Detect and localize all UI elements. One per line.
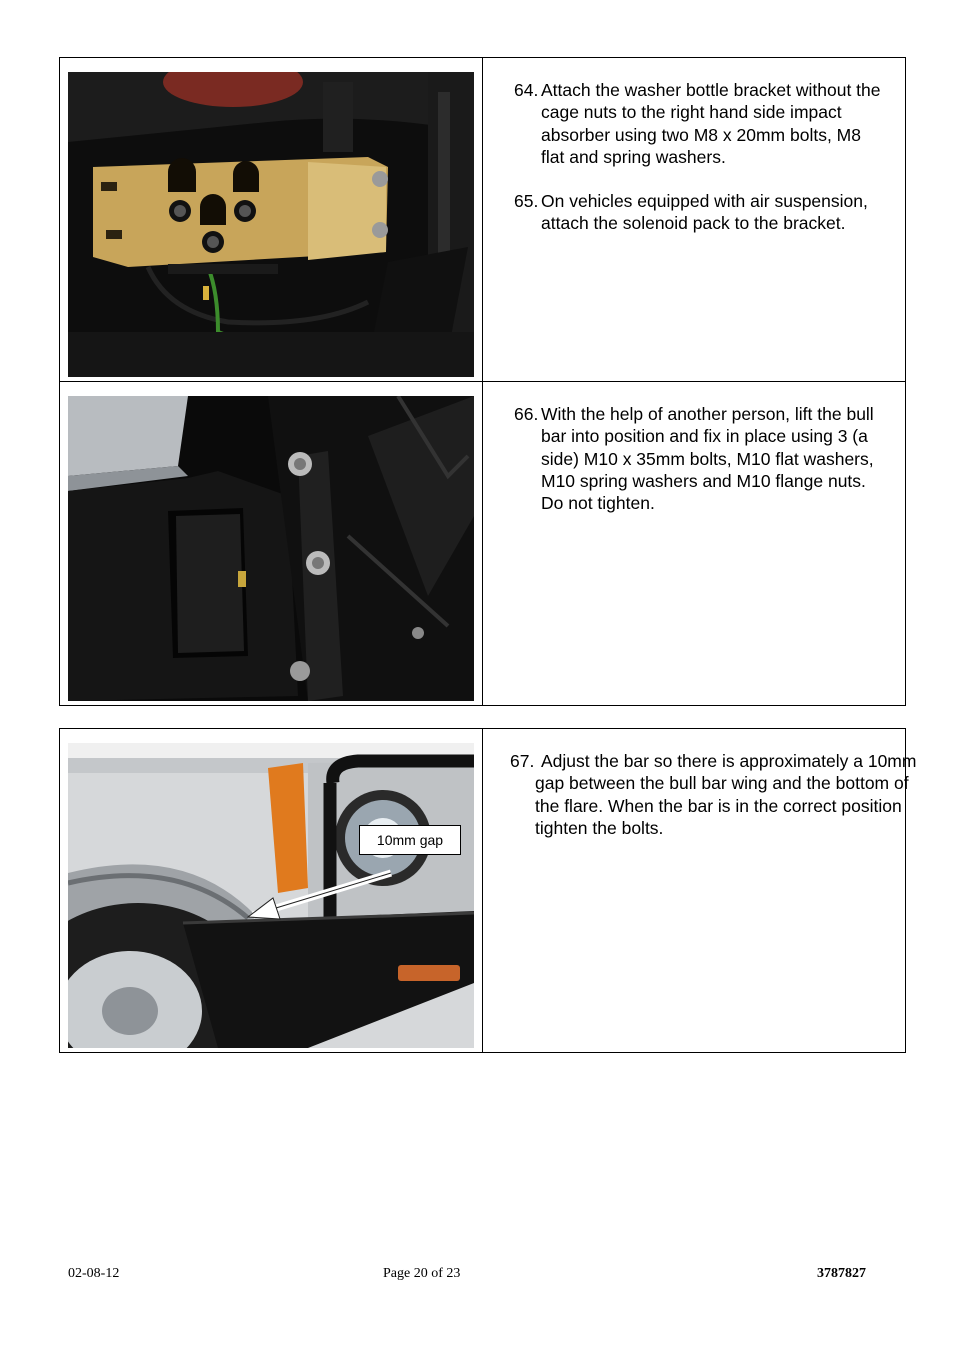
footer-date: 02-08-12: [68, 1266, 120, 1281]
table-row: [60, 729, 917, 1052]
step-text-cell: [483, 382, 905, 705]
step-text-cell: [483, 58, 905, 381]
photo-washer-bottle-bracket: [68, 72, 474, 377]
footer-part-number: 3787827: [817, 1266, 866, 1281]
step-text-cell: [483, 729, 917, 1052]
instruction-table-1: [59, 57, 906, 706]
step-text: With the help of another person, lift the bull bar into position and fix in place using 3 (a side) M10 x 35mm bolts, M10 flat washers, M10 spring washers and M10 flange nuts. Do not tighten.: [541, 404, 874, 514]
step-text-content: Adjust the bar so there is approximately a 10mm gap between the bull bar wing and the bottom of the flare. When the bar is in the correct position tighten the bolts.: [535, 751, 917, 838]
step-text: [535, 750, 925, 839]
footer-page-number: Page 20 of 23: [383, 1266, 461, 1281]
gap-photo-illustration: [68, 743, 474, 1048]
table-row: [60, 58, 905, 382]
gap-callout-label: 10mm gap: [359, 825, 461, 855]
step-number: 66.: [514, 404, 539, 424]
step-66: [514, 403, 886, 514]
step-67: [510, 750, 925, 839]
step-number: 64.: [514, 80, 539, 100]
table-row: [60, 382, 905, 705]
step-text: On vehicles equipped with air suspension, attach the solenoid pack to the bracket.: [541, 191, 868, 234]
photo-bull-bar-gap: [68, 743, 474, 1048]
step-number: 65.: [514, 191, 539, 211]
step-65: [514, 190, 886, 235]
photo-bull-bar-mounting: [68, 396, 474, 701]
step-number: 67.: [510, 751, 535, 771]
step-text: Attach the washer bottle bracket without the cage nuts to the right hand side impact absorber using two M8 x 20mm bolts, M8 flat and spring washers.: [541, 80, 881, 167]
instruction-table-2: [59, 728, 917, 1053]
mounting-photo-illustration: [68, 396, 474, 701]
step-64: [514, 79, 886, 168]
bracket-photo-illustration: [68, 72, 474, 377]
